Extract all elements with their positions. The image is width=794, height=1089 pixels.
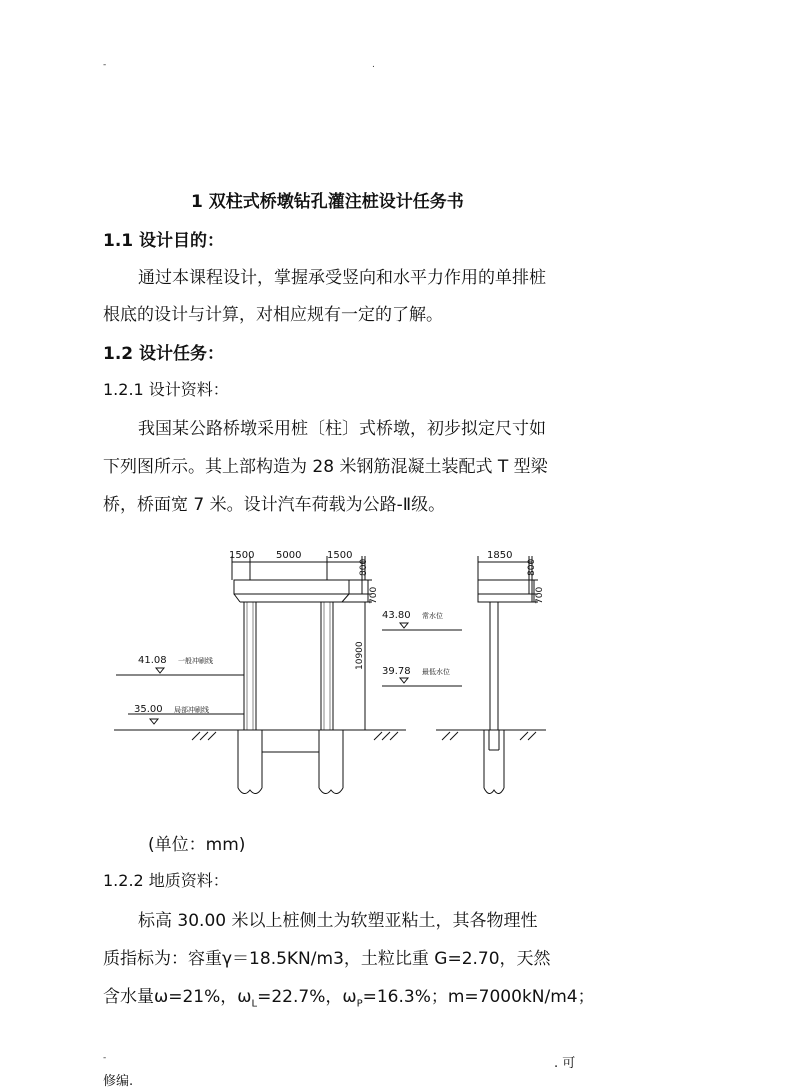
header-left-mark: -: [103, 60, 107, 70]
section-1-2-1-para-line-2: 下列图所示。其上部构造为 28 米钢筋混凝土装配式 T 型梁: [103, 457, 548, 477]
document-title: 1 双柱式桥墩钻孔灌注桩设计任务书: [191, 192, 464, 212]
dim-side-width: 1850: [487, 550, 513, 561]
subscript-p: P: [356, 998, 363, 1010]
level-normal-water-label: 常水位: [422, 612, 443, 620]
level-normal-water: 43.80: [382, 610, 411, 621]
level-local-scour-label: 局部冲刷线: [174, 706, 209, 714]
header-right-mark: .: [372, 60, 375, 70]
footer-left-mark: -: [103, 1053, 107, 1063]
section-1-2-1-heading: 1.2.1 设计资料：: [103, 380, 229, 399]
dim-side-cap-height: 800: [527, 558, 537, 576]
level-general-scour: 41.08: [138, 655, 167, 666]
footer-right-text: . 可: [554, 1056, 576, 1071]
pier-drawing: [100, 540, 560, 805]
level-general-scour-label: 一般冲刷线: [178, 657, 213, 665]
section-1-2-1-para-line-1: 我国某公路桥墩采用桩〔柱〕式桥墩，初步拟定尺寸如: [138, 419, 546, 439]
section-1-1-heading: 1.1 设计目的：: [103, 231, 225, 251]
subscript-l: L: [251, 998, 258, 1010]
section-1-2-2-heading: 1.2.2 地质资料：: [103, 871, 229, 890]
dim-beam-height: 700: [369, 586, 379, 604]
section-1-2-1-para-line-3: 桥，桥面宽 7 米。设计汽车荷载为公路-Ⅱ级。: [103, 495, 446, 515]
section-1-1-para-line-2: 根底的设计与计算，对相应规有一定的了解。: [103, 305, 443, 325]
para-line-3-part-e: =16.3%；m=7000kN/m4；: [362, 987, 595, 1007]
section-1-2-heading: 1.2 设计任务：: [103, 344, 225, 364]
level-low-water: 39.78: [382, 666, 411, 677]
section-1-2-2-para-line-2: 质指标为：容重γ＝18.5KN/m3，土粒比重 G=2.70，天然: [103, 949, 551, 969]
level-local-scour: 35.00: [134, 704, 163, 715]
dim-side-beam-height: 700: [535, 586, 545, 604]
para-line-3-part-a: 含水量ω=21%，ω: [103, 987, 252, 1007]
dim-left-2: 1500: [327, 550, 353, 561]
dim-mid: 5000: [276, 550, 302, 561]
section-1-2-2-para-line-3: [103, 982, 595, 1009]
para-line-3-part-c: =22.7%，ω: [257, 987, 357, 1007]
level-low-water-label: 最低水位: [422, 668, 450, 676]
dim-column-height: 10900: [355, 641, 365, 670]
section-1-2-2-para-line-1: 标高 30.00 米以上桩侧土为软塑亚粘土，其各物理性: [138, 911, 538, 931]
dim-left-1: 1500: [229, 550, 255, 561]
unit-note: (单位：mm): [148, 835, 246, 855]
dim-cap-height: 800: [359, 558, 369, 576]
footer-line-2: 修编.: [103, 1074, 134, 1089]
section-1-1-para-line-1: 通过本课程设计，掌握承受竖向和水平力作用的单排桩: [138, 268, 546, 288]
